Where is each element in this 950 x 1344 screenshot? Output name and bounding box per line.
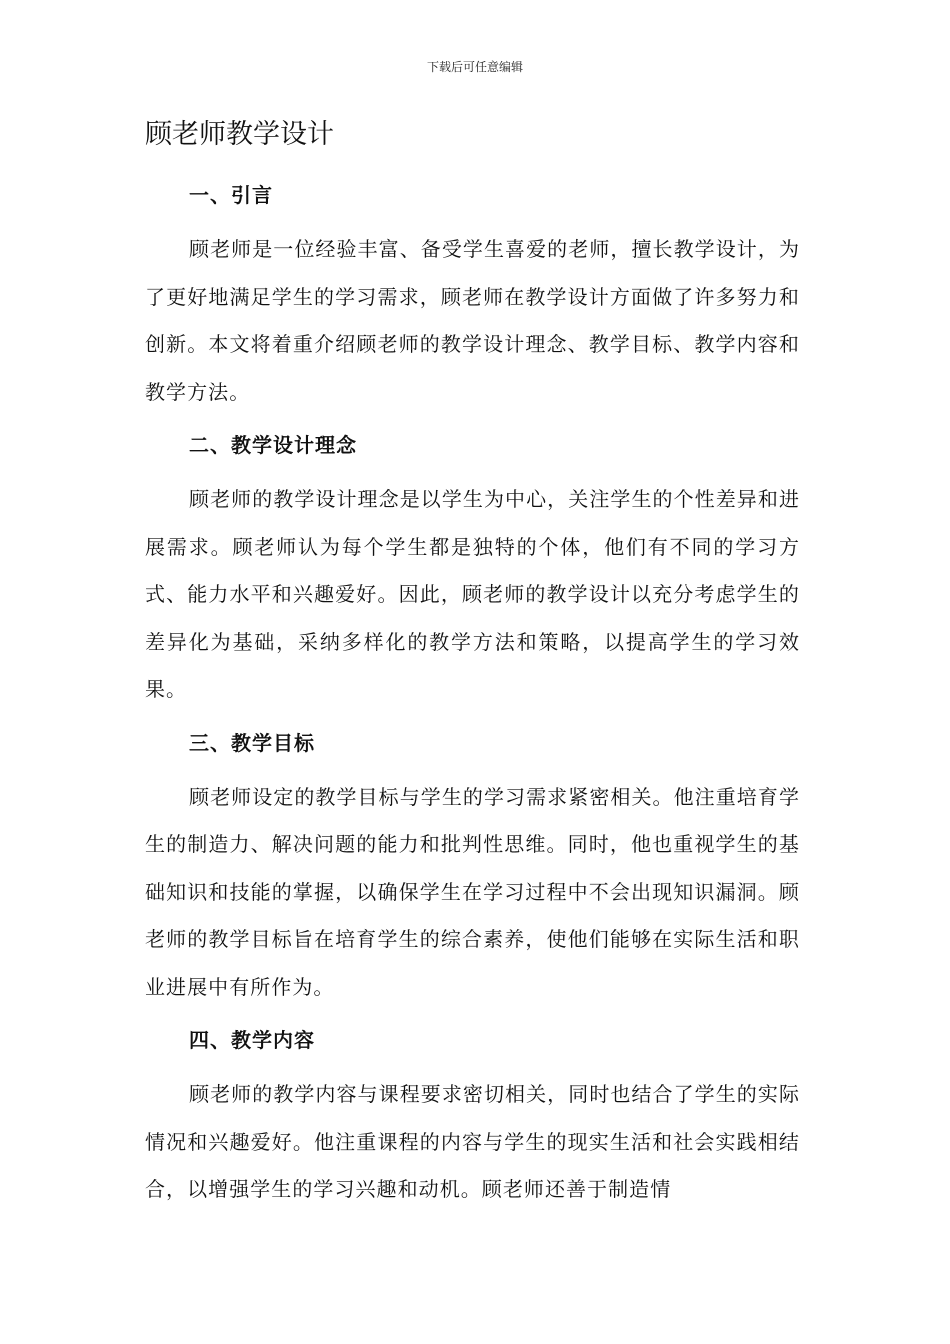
section-paragraph-design-philosophy: 顾老师的教学设计理念是以学生为中心，关注学生的个性差异和进展需求。顾老师认为每个学生都是独特的个体，他们有不同的学习方式、能力水平和兴趣爱好。因此，顾老师的教学设计以充分考虑学生的差异化为基础，采纳多样化的教学方法和策略，以提高学生的学习效果。	[145, 487, 800, 701]
document-body	[145, 112, 800, 1214]
section-heading-teaching-goals: 三、教学目标	[189, 730, 315, 755]
section-paragraph-teaching-content: 顾老师的教学内容与课程要求密切相关，同时也结合了学生的实际情况和兴趣爱好。他注重课程的内容与学生的现实生活和社会实践相结合，以增强学生的学习兴趣和动机。顾老师还善于制造情	[145, 1082, 800, 1201]
section-heading-intro: 一、引言	[189, 183, 273, 207]
section-paragraph-intro: 顾老师是一位经验丰富、备受学生喜爱的老师，擅长教学设计，为了更好地满足学生的学习需求，顾老师在教学设计方面做了许多努力和创新。本文将着重介绍顾老师的教学设计理念、教学目标、教学内容和教学方法。	[145, 237, 800, 404]
header-note: 下载后可任意编辑	[426, 60, 523, 74]
section-heading-teaching-content: 四、教学内容	[189, 1028, 315, 1052]
section-heading-design-philosophy: 二、教学设计理念	[189, 433, 357, 457]
section-paragraph-teaching-goals: 顾老师设定的教学目标与学生的学习需求紧密相关。他注重培育学生的制造力、解决问题的能力和批判性思维。同时，他也重视学生的基础知识和技能的掌握，以确保学生在学习过程中不会出现知识漏洞。顾老师的教学目标旨在培育学生的综合素养，使他们能够在实际生活和职业进展中有所作为。	[145, 784, 800, 999]
document-title: 顾老师教学设计	[145, 119, 334, 150]
